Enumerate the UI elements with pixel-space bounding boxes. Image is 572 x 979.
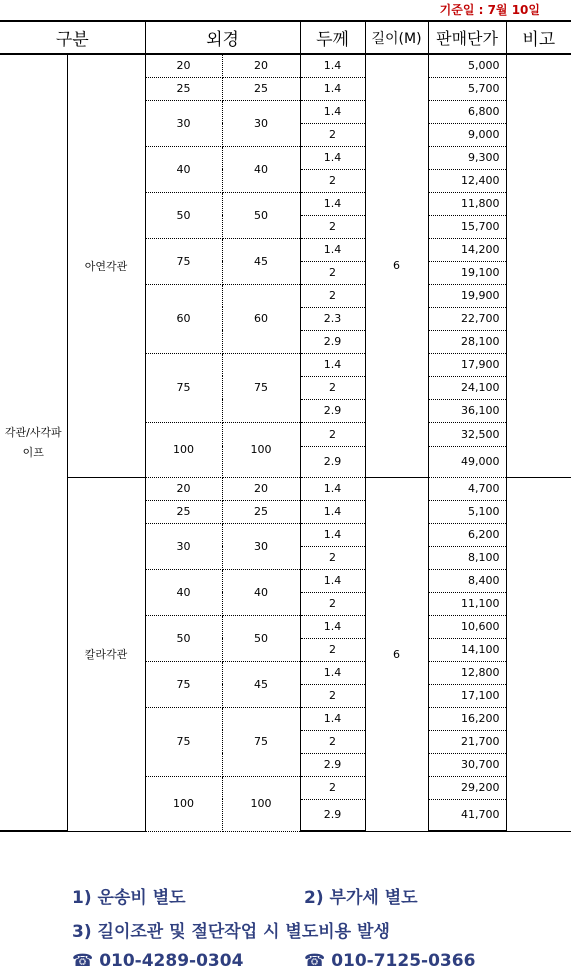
thickness-cell: 1.4 xyxy=(300,100,365,123)
thickness-cell: 2 xyxy=(300,284,365,307)
price-cell: 17,100 xyxy=(428,684,506,707)
thickness-cell: 2 xyxy=(300,422,365,446)
note-shipping: 1) 운송비 별도 xyxy=(72,888,186,908)
outer-height: 100 xyxy=(222,776,300,831)
price-cell: 14,100 xyxy=(428,638,506,661)
outer-height: 30 xyxy=(222,100,300,146)
outer-height: 45 xyxy=(222,238,300,284)
reference-date: 기준일 : 7월 10일 xyxy=(439,3,540,17)
price-cell: 10,600 xyxy=(428,615,506,638)
price-cell: 5,100 xyxy=(428,500,506,523)
phone-icon: ☎ xyxy=(72,951,94,971)
outer-height: 20 xyxy=(222,477,300,500)
outer-width: 20 xyxy=(145,54,222,77)
thickness-cell: 2.9 xyxy=(300,446,365,477)
price-cell: 12,400 xyxy=(428,169,506,192)
price-cell: 16,200 xyxy=(428,707,506,730)
table-row xyxy=(0,54,571,77)
outer-width: 50 xyxy=(145,615,222,661)
price-cell: 28,100 xyxy=(428,330,506,353)
price-cell: 30,700 xyxy=(428,753,506,776)
phone-icon: ☎ xyxy=(304,951,326,971)
phone-number-1: 010-4289-0304 xyxy=(99,951,244,971)
thickness-cell: 1.4 xyxy=(300,192,365,215)
outer-width: 30 xyxy=(145,100,222,146)
thickness-cell: 2 xyxy=(300,376,365,399)
outer-height: 60 xyxy=(222,284,300,353)
note-vat: 2) 부가세 별도 xyxy=(304,888,418,908)
thickness-cell: 1.4 xyxy=(300,569,365,592)
price-table xyxy=(0,20,571,832)
header-price: 판매단가 xyxy=(428,21,506,54)
thickness-cell: 2 xyxy=(300,592,365,615)
price-cell: 41,700 xyxy=(428,799,506,831)
note-cutting: 3) 길이조관 및 절단작업 시 별도비용 발생 xyxy=(72,922,390,942)
outer-width: 100 xyxy=(145,422,222,477)
price-cell: 32,500 xyxy=(428,422,506,446)
outer-height: 25 xyxy=(222,77,300,100)
thickness-cell: 2 xyxy=(300,684,365,707)
header-note: 비고 xyxy=(506,21,571,54)
outer-width: 50 xyxy=(145,192,222,238)
outer-height: 100 xyxy=(222,422,300,477)
outer-width: 75 xyxy=(145,707,222,776)
outer-height: 25 xyxy=(222,500,300,523)
outer-width: 60 xyxy=(145,284,222,353)
outer-height: 30 xyxy=(222,523,300,569)
outer-height: 40 xyxy=(222,569,300,615)
note-cell xyxy=(506,54,571,477)
thickness-cell: 1.4 xyxy=(300,146,365,169)
outer-width: 75 xyxy=(145,353,222,422)
thickness-cell: 1.4 xyxy=(300,661,365,684)
outer-height: 20 xyxy=(222,54,300,77)
price-cell: 5,000 xyxy=(428,54,506,77)
outer-width: 75 xyxy=(145,661,222,707)
outer-height: 50 xyxy=(222,615,300,661)
outer-width: 25 xyxy=(145,77,222,100)
price-cell: 9,000 xyxy=(428,123,506,146)
price-cell: 15,700 xyxy=(428,215,506,238)
price-cell: 9,300 xyxy=(428,146,506,169)
outer-width: 75 xyxy=(145,238,222,284)
thickness-cell: 2.9 xyxy=(300,799,365,831)
header-outer-diameter: 외경 xyxy=(145,21,300,54)
outer-width: 30 xyxy=(145,523,222,569)
price-cell: 19,100 xyxy=(428,261,506,284)
header-thickness: 두께 xyxy=(300,21,365,54)
phone-number-2: 010-7125-0366 xyxy=(331,951,476,971)
thickness-cell: 2 xyxy=(300,123,365,146)
phone-2 xyxy=(304,951,475,971)
thickness-cell: 1.4 xyxy=(300,500,365,523)
price-cell: 11,100 xyxy=(428,592,506,615)
category-label: 각관/사각파이프 xyxy=(0,54,67,831)
outer-width: 40 xyxy=(145,146,222,192)
outer-height: 40 xyxy=(222,146,300,192)
price-cell: 6,200 xyxy=(428,523,506,546)
header-length: 길이(M) xyxy=(365,21,428,54)
price-cell: 29,200 xyxy=(428,776,506,799)
thickness-cell: 2 xyxy=(300,776,365,799)
footer-phones xyxy=(72,951,552,971)
length-cell: 6 xyxy=(365,477,428,831)
thickness-cell: 2.9 xyxy=(300,753,365,776)
header-row xyxy=(0,21,571,54)
thickness-cell: 1.4 xyxy=(300,77,365,100)
price-table-body xyxy=(0,21,571,831)
outer-width: 20 xyxy=(145,477,222,500)
outer-height: 75 xyxy=(222,707,300,776)
footer-notes-line-2 xyxy=(72,917,552,942)
outer-height: 45 xyxy=(222,661,300,707)
note-cell xyxy=(506,477,571,831)
thickness-cell: 2 xyxy=(300,638,365,661)
thickness-cell: 2 xyxy=(300,261,365,284)
phone-1 xyxy=(72,951,304,971)
thickness-cell: 2.3 xyxy=(300,307,365,330)
price-cell: 6,800 xyxy=(428,100,506,123)
group-name: 아연각관 xyxy=(67,54,145,477)
price-cell: 5,700 xyxy=(428,77,506,100)
thickness-cell: 1.4 xyxy=(300,477,365,500)
thickness-cell: 2 xyxy=(300,730,365,753)
thickness-cell: 2.9 xyxy=(300,330,365,353)
price-cell: 36,100 xyxy=(428,399,506,422)
thickness-cell: 1.4 xyxy=(300,238,365,261)
outer-width: 100 xyxy=(145,776,222,831)
thickness-cell: 2.9 xyxy=(300,399,365,422)
price-cell: 24,100 xyxy=(428,376,506,399)
group-name: 칼라각관 xyxy=(67,477,145,831)
price-cell: 4,700 xyxy=(428,477,506,500)
price-cell: 12,800 xyxy=(428,661,506,684)
thickness-cell: 1.4 xyxy=(300,615,365,638)
thickness-cell: 2 xyxy=(300,215,365,238)
table-row xyxy=(0,477,571,500)
price-cell: 11,800 xyxy=(428,192,506,215)
outer-height: 75 xyxy=(222,353,300,422)
price-cell: 22,700 xyxy=(428,307,506,330)
thickness-cell: 1.4 xyxy=(300,54,365,77)
price-cell: 21,700 xyxy=(428,730,506,753)
footer-notes-line-1 xyxy=(72,883,552,908)
price-cell: 49,000 xyxy=(428,446,506,477)
price-cell: 8,100 xyxy=(428,546,506,569)
thickness-cell: 1.4 xyxy=(300,353,365,376)
thickness-cell: 2 xyxy=(300,169,365,192)
outer-width: 40 xyxy=(145,569,222,615)
length-cell: 6 xyxy=(365,54,428,477)
price-cell: 8,400 xyxy=(428,569,506,592)
price-cell: 14,200 xyxy=(428,238,506,261)
outer-height: 50 xyxy=(222,192,300,238)
price-cell: 17,900 xyxy=(428,353,506,376)
thickness-cell: 2 xyxy=(300,546,365,569)
outer-width: 25 xyxy=(145,500,222,523)
header-category: 구분 xyxy=(0,21,145,54)
thickness-cell: 1.4 xyxy=(300,707,365,730)
thickness-cell: 1.4 xyxy=(300,523,365,546)
price-cell: 19,900 xyxy=(428,284,506,307)
